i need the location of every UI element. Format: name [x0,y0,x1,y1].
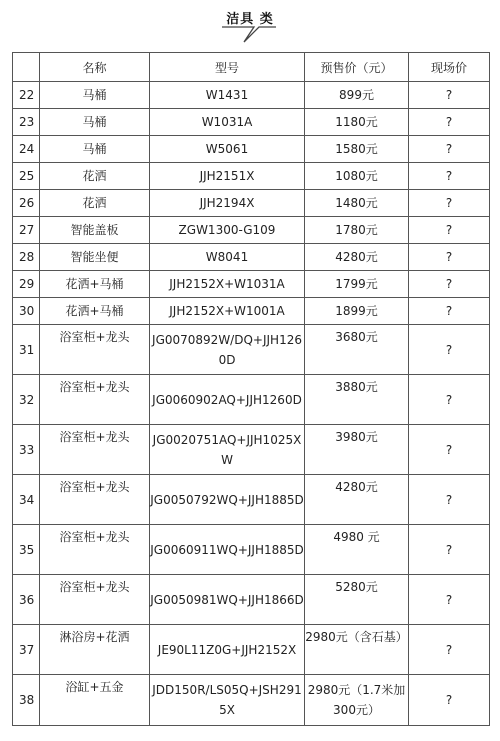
row-price: 3980元 [305,425,409,475]
row-price: 3880元 [305,375,409,425]
row-name: 浴室柜+龙头 [40,475,150,525]
table-row [13,625,490,675]
row-onsite: ? [409,425,490,475]
row-name: 淋浴房+花洒 [40,625,150,675]
row-onsite: ? [409,136,490,163]
row-onsite: ? [409,244,490,271]
table-row [13,190,490,217]
row-price: 1580元 [305,136,409,163]
row-model: JG0070892W/DQ+JJH1260D [150,325,305,375]
title-underline-decoration [0,0,500,52]
row-name: 花洒 [40,190,150,217]
row-onsite: ? [409,163,490,190]
price-table [12,52,490,726]
row-price: 1080元 [305,163,409,190]
row-price: 1899元 [305,298,409,325]
row-number: 22 [13,82,40,109]
row-number: 27 [13,217,40,244]
row-onsite: ? [409,675,490,726]
row-name: 浴室柜+龙头 [40,375,150,425]
table-row [13,136,490,163]
header-index [13,53,40,82]
table-row [13,675,490,726]
row-model: JG0060902AQ+JJH1260D [150,375,305,425]
row-name: 智能盖板 [40,217,150,244]
row-name: 马桶 [40,82,150,109]
row-model: JJH2194X [150,190,305,217]
table-row [13,217,490,244]
row-model: JG0050981WQ+JJH1866D [150,575,305,625]
row-onsite: ? [409,271,490,298]
row-model: JG0020751AQ+JJH1025XW [150,425,305,475]
row-price: 4980 元 [305,525,409,575]
section-title-text: 洁具 类 [226,12,274,27]
table-row [13,271,490,298]
section-title [0,0,500,52]
header-name: 名称 [40,53,150,82]
row-name: 马桶 [40,136,150,163]
row-number: 30 [13,298,40,325]
row-price: 1480元 [305,190,409,217]
table-row [13,325,490,375]
row-onsite: ? [409,625,490,675]
row-model: JJH2151X [150,163,305,190]
header-presale-price: 预售价（元） [305,53,409,82]
table-body [13,82,490,726]
row-price: 3680元 [305,325,409,375]
row-onsite: ? [409,325,490,375]
row-model: JE90L11Z0G+JJH2152X [150,625,305,675]
row-onsite: ? [409,375,490,425]
row-number: 31 [13,325,40,375]
row-model: JDD150R/LS05Q+JSH2915X [150,675,305,726]
row-model: JJH2152X+W1031A [150,271,305,298]
table-row [13,244,490,271]
table-row [13,82,490,109]
row-onsite: ? [409,190,490,217]
row-price: 4280元 [305,475,409,525]
row-name: 浴缸+五金 [40,675,150,726]
row-price: 5280元 [305,575,409,625]
row-price: 2980元（含石基） [305,625,409,675]
row-onsite: ? [409,82,490,109]
table-row [13,475,490,525]
row-price: 4280元 [305,244,409,271]
row-number: 25 [13,163,40,190]
row-number: 26 [13,190,40,217]
table-header-row [13,53,490,82]
row-model: W1031A [150,109,305,136]
row-name: 花洒 [40,163,150,190]
table-row [13,575,490,625]
row-model: JG0060911WQ+JJH1885D [150,525,305,575]
row-price: 1799元 [305,271,409,298]
table-row [13,298,490,325]
row-number: 29 [13,271,40,298]
row-number: 38 [13,675,40,726]
row-number: 24 [13,136,40,163]
row-price: 2980元（1.7米加300元） [305,675,409,726]
row-model: W5061 [150,136,305,163]
row-model: W1431 [150,82,305,109]
row-onsite: ? [409,298,490,325]
row-onsite: ? [409,575,490,625]
row-number: 36 [13,575,40,625]
row-model: JJH2152X+W1001A [150,298,305,325]
row-name: 浴室柜+龙头 [40,425,150,475]
table-row [13,375,490,425]
table-row [13,109,490,136]
row-number: 35 [13,525,40,575]
row-model: W8041 [150,244,305,271]
row-price: 899元 [305,82,409,109]
row-onsite: ? [409,525,490,575]
row-name: 浴室柜+龙头 [40,525,150,575]
row-onsite: ? [409,475,490,525]
header-model: 型号 [150,53,305,82]
row-onsite: ? [409,217,490,244]
table-row [13,425,490,475]
row-onsite: ? [409,109,490,136]
row-number: 23 [13,109,40,136]
row-name: 花洒+马桶 [40,271,150,298]
row-name: 马桶 [40,109,150,136]
row-name: 浴室柜+龙头 [40,575,150,625]
row-number: 37 [13,625,40,675]
row-model: ZGW1300-G109 [150,217,305,244]
row-model: JG0050792WQ+JJH1885D [150,475,305,525]
row-price: 1180元 [305,109,409,136]
table-row [13,163,490,190]
row-number: 28 [13,244,40,271]
header-onsite-price: 现场价 [409,53,490,82]
row-number: 32 [13,375,40,425]
row-name: 浴室柜+龙头 [40,325,150,375]
row-name: 智能坐便 [40,244,150,271]
row-number: 33 [13,425,40,475]
table-row [13,525,490,575]
row-price: 1780元 [305,217,409,244]
row-number: 34 [13,475,40,525]
row-name: 花洒+马桶 [40,298,150,325]
